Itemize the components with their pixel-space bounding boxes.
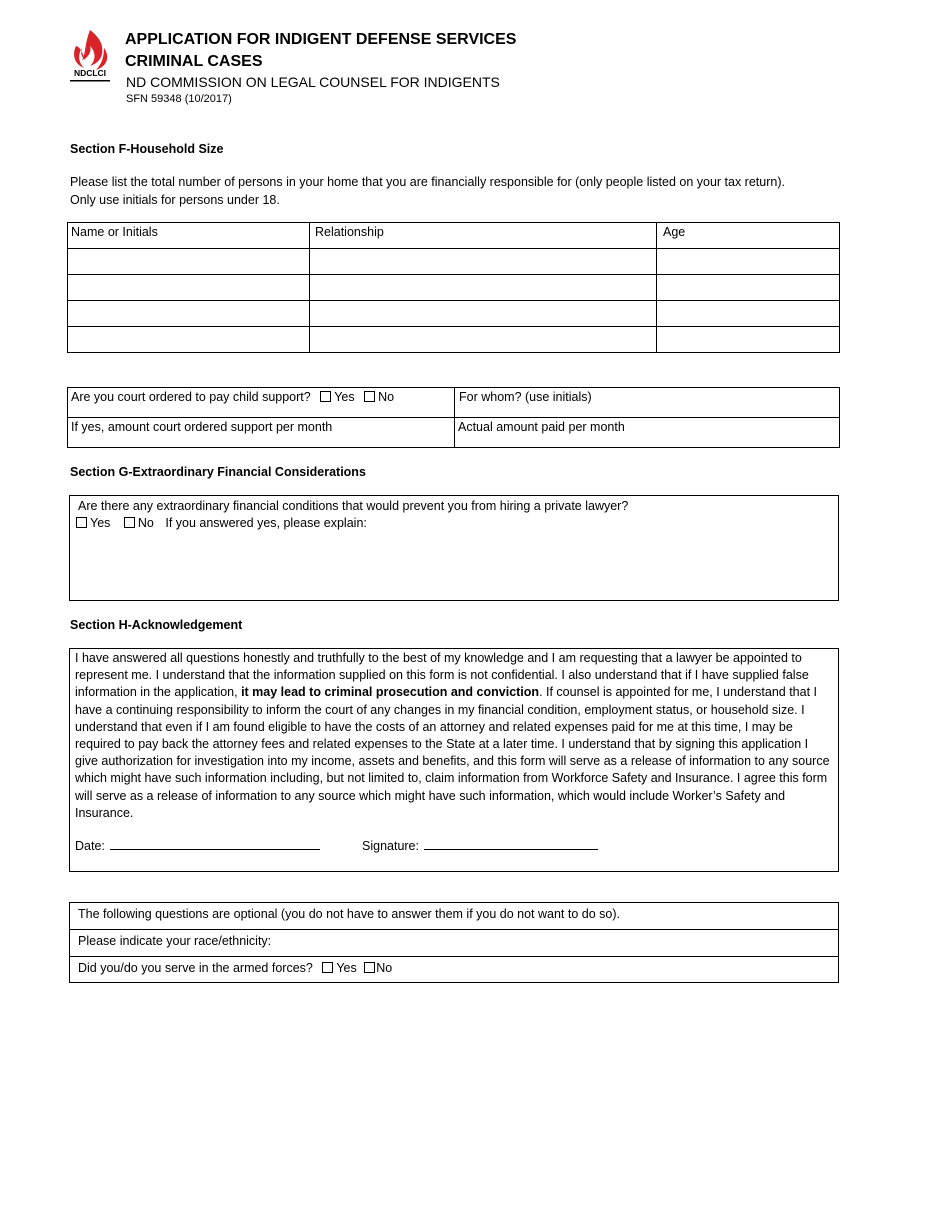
for-whom-field[interactable] <box>455 388 840 418</box>
optional-questions-box <box>69 902 839 983</box>
armed-forces-yes-label: Yes <box>336 961 357 975</box>
column-header-relationship: Relationship <box>310 223 657 249</box>
section-f-instructions-2: Only use initials for persons under 18. <box>70 193 280 207</box>
signature-label: Signature: <box>362 839 419 853</box>
table-row <box>68 327 840 353</box>
name-cell[interactable] <box>68 301 310 327</box>
amount-ordered-label: If yes, amount court ordered support per month <box>71 420 333 434</box>
child-support-question: Are you court ordered to pay child support? <box>71 390 311 404</box>
logo-text: NDCLCI <box>73 68 107 78</box>
date-field[interactable] <box>110 836 320 850</box>
section-h-heading: Section H-Acknowledgement <box>70 618 243 632</box>
child-support-table <box>67 387 840 448</box>
form-subtitle: CRIMINAL CASES <box>125 53 263 70</box>
relationship-cell[interactable] <box>310 327 657 353</box>
relationship-cell[interactable] <box>310 301 657 327</box>
acknowledgement-box <box>69 648 839 872</box>
relationship-cell[interactable] <box>310 249 657 275</box>
child-support-no-checkbox[interactable] <box>364 391 375 402</box>
form-title: APPLICATION FOR INDIGENT DEFENSE SERVICES <box>125 31 517 48</box>
name-cell[interactable] <box>68 275 310 301</box>
column-header-name: Name or Initials <box>68 223 310 249</box>
child-support-yes-label: Yes <box>334 390 355 404</box>
child-support-no-label: No <box>378 390 395 404</box>
armed-forces-no-checkbox[interactable] <box>364 962 375 973</box>
armed-forces-row <box>70 957 838 983</box>
name-cell[interactable] <box>68 327 310 353</box>
child-support-yes-checkbox[interactable] <box>320 391 331 402</box>
section-g-heading: Section G-Extraordinary Financial Considerations <box>70 465 366 479</box>
race-ethnicity-label: Please indicate your race/ethnicity: <box>78 934 272 948</box>
financial-considerations-box[interactable] <box>69 495 839 601</box>
optional-intro: The following questions are optional (you do not have to answer them if you do not want to do so). <box>70 903 838 930</box>
table-row <box>68 301 840 327</box>
financial-yes-checkbox[interactable] <box>76 517 87 528</box>
table-row <box>68 275 840 301</box>
financial-no-checkbox[interactable] <box>124 517 135 528</box>
race-ethnicity-field[interactable] <box>70 930 838 957</box>
for-whom-label: For whom? (use initials) <box>459 390 592 404</box>
signature-field[interactable] <box>424 836 598 850</box>
acknowledgement-text: I have answered all questions honestly and truthfully to the best of my knowledge and I am requesting that a lawyer be appointed to represent me. I understand that the information supplied on this form is not confidential. I also understand that if I have supplied false information in the application, it may lead to criminal prosecution and conviction. If counsel is appointed for me, I understand that I have a continuing responsibility to inform the court of any changes in my financial condition, employment status, or household size. I understand that even if I am found eligible to have the costs of an attorney and related expenses paid for me at this time, I may be required to pay back the attorney fees and related expenses to the State at a later time. I understand that by signing this application I give authorization for investigation into my income, assets and benefits, and this form will serve as a release of information to any source which might have such information including, but not limited to, claim information from Workforce Safety and Insurance. I agree this form will serve as a release of information to any source which might have such information, which would include Worker’s Safety and Insurance. <box>75 651 830 820</box>
column-header-age: Age <box>657 223 840 249</box>
date-label: Date: <box>75 839 105 853</box>
table-row <box>68 249 840 275</box>
section-f-instructions-1: Please list the total number of persons in your home that you are financially responsible for (only people listed on your tax return). <box>70 175 785 189</box>
armed-forces-question: Did you/do you serve in the armed forces? <box>78 961 313 975</box>
financial-question: Are there any extraordinary financial conditions that would prevent you from hiring a private lawyer? <box>78 499 629 513</box>
actual-paid-field[interactable] <box>455 418 840 448</box>
section-f-heading: Section F-Household Size <box>70 142 224 156</box>
relationship-cell[interactable] <box>310 275 657 301</box>
explain-label: If you answered yes, please explain: <box>165 516 367 530</box>
form-number: SFN 59348 (10/2017) <box>126 93 232 105</box>
financial-yes-label: Yes <box>90 516 111 530</box>
age-cell[interactable] <box>657 327 840 353</box>
actual-paid-label: Actual amount paid per month <box>458 420 625 434</box>
age-cell[interactable] <box>657 301 840 327</box>
financial-no-label: No <box>137 516 154 530</box>
age-cell[interactable] <box>657 275 840 301</box>
amount-ordered-field[interactable] <box>68 418 455 448</box>
household-table <box>67 222 840 353</box>
ndclci-logo <box>68 28 112 84</box>
agency-name: ND COMMISSION ON LEGAL COUNSEL FOR INDIGENTS <box>126 74 500 90</box>
armed-forces-no-label: No <box>376 961 393 975</box>
age-cell[interactable] <box>657 249 840 275</box>
name-cell[interactable] <box>68 249 310 275</box>
armed-forces-yes-checkbox[interactable] <box>322 962 333 973</box>
acknowledgement-warning: it may lead to criminal prosecution and conviction <box>241 685 540 700</box>
child-support-question-cell <box>68 388 455 418</box>
